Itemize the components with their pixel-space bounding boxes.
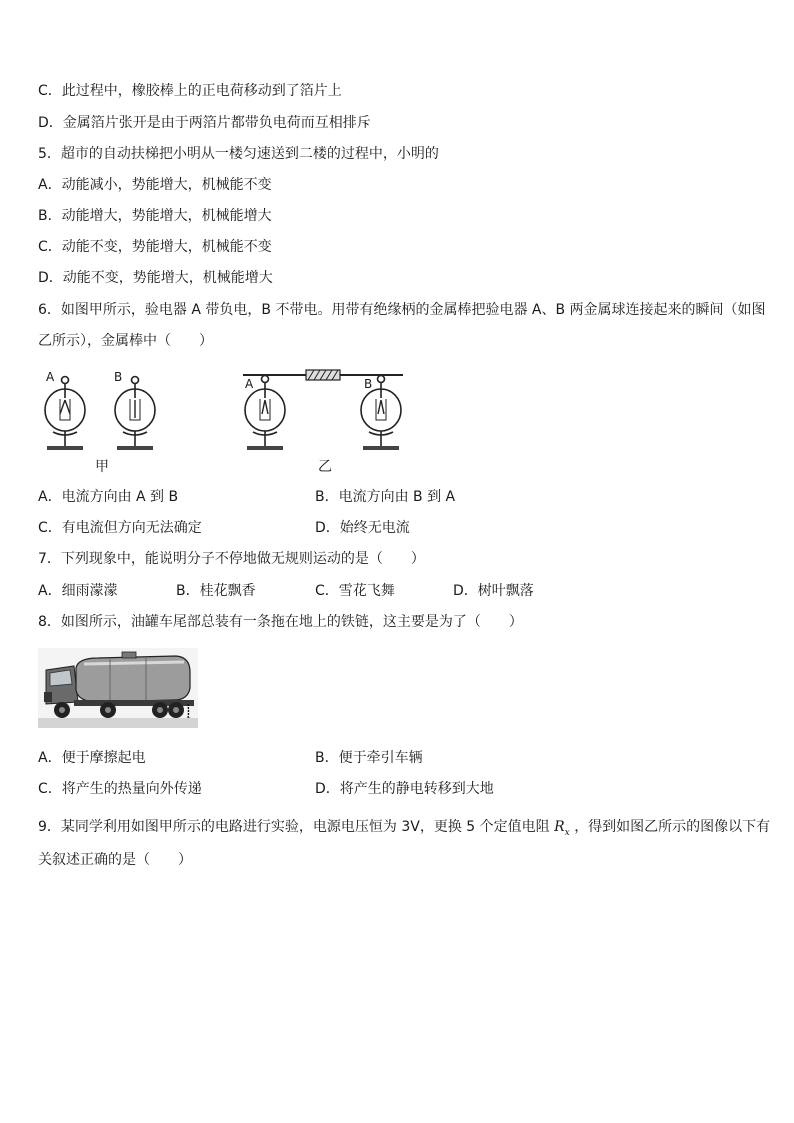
metal-rod	[243, 370, 403, 380]
q6-stem-line2: 乙所示），金属棒中（ ）	[38, 333, 213, 349]
q7-option-c: C．雪花飞舞	[315, 583, 395, 599]
q9-stem-line1	[38, 817, 770, 843]
q5-stem: 5．超市的自动扶梯把小明从一楼匀速送到二楼的过程中，小明的	[38, 146, 439, 162]
q5-option-d: D．动能不变，势能增大，机械能增大	[38, 270, 273, 286]
q8-option-b: B．便于牵引车辆	[315, 750, 423, 766]
q6-option-b: B．电流方向由 B 到 A	[315, 489, 456, 505]
truck-cab	[44, 666, 78, 704]
q6-option-d: D．始终无电流	[315, 520, 410, 536]
electroscope-figure-yi	[238, 366, 413, 454]
figure-yi-label-a: A	[245, 377, 254, 391]
ground	[38, 718, 198, 728]
q9-stem-part1: 9．某同学利用如图甲所示的电路进行实验，电源电压恒为 3V，更换 5 个定值电阻	[38, 819, 550, 835]
q7-option-d: D．树叶飘落	[453, 583, 534, 599]
q8-option-d: D．将产生的静电转移到大地	[315, 781, 494, 797]
q7-option-a: A．细雨濛濛	[38, 583, 118, 599]
q8-stem: 8．如图所示，油罐车尾部总装有一条拖在地上的铁链，这主要是为了（ ）	[38, 614, 523, 630]
q4-option-d: D．金属箔片张开是由于两箔片都带负电荷而互相排斥	[38, 115, 371, 131]
q9-stem-part2: ，得到如图乙所示的图像以下有	[574, 819, 771, 835]
electroscope-a	[45, 377, 85, 451]
figure-jia-label-a: A	[46, 370, 55, 384]
resistor-rx-symbol: $R_x$	[554, 819, 570, 838]
q6-option-a: A．电流方向由 A 到 B	[38, 489, 179, 505]
q6-option-c: C．有电流但方向无法确定	[38, 520, 202, 536]
electroscope-b	[115, 377, 155, 451]
figure-yi-label-b: B	[364, 377, 373, 391]
q7-stem: 7．下列现象中，能说明分子不停地做无规则运动的是（ ）	[38, 551, 425, 567]
figure-yi-caption: 乙	[318, 459, 332, 475]
q5-option-b: B．动能增大，势能增大，机械能增大	[38, 208, 272, 224]
q8-option-a: A．便于摩擦起电	[38, 750, 146, 766]
figure-jia-caption: 甲	[95, 459, 109, 475]
tanker-truck-photo	[38, 648, 198, 728]
electroscope-figure-jia	[38, 368, 168, 453]
q6-stem-line1: 6．如图甲所示，验电器 A 带负电，B 不带电。用带有绝缘柄的金属棒把验电器 A、B 两金属球连接起来的瞬间（如图	[38, 302, 766, 318]
q4-option-c: C．此过程中，橡胶棒上的正电荷移动到了箔片上	[38, 83, 342, 99]
q5-option-a: A．动能减小，势能增大，机械能不变	[38, 177, 272, 193]
q8-option-c: C．将产生的热量向外传递	[38, 781, 202, 797]
figure-jia-label-b: B	[114, 370, 123, 384]
q5-option-c: C．动能不变，势能增大，机械能不变	[38, 239, 272, 255]
tank-body	[76, 652, 190, 702]
q9-stem-line2: 关叙述正确的是（ ）	[38, 852, 192, 868]
q7-option-b: B．桂花飘香	[176, 583, 256, 599]
